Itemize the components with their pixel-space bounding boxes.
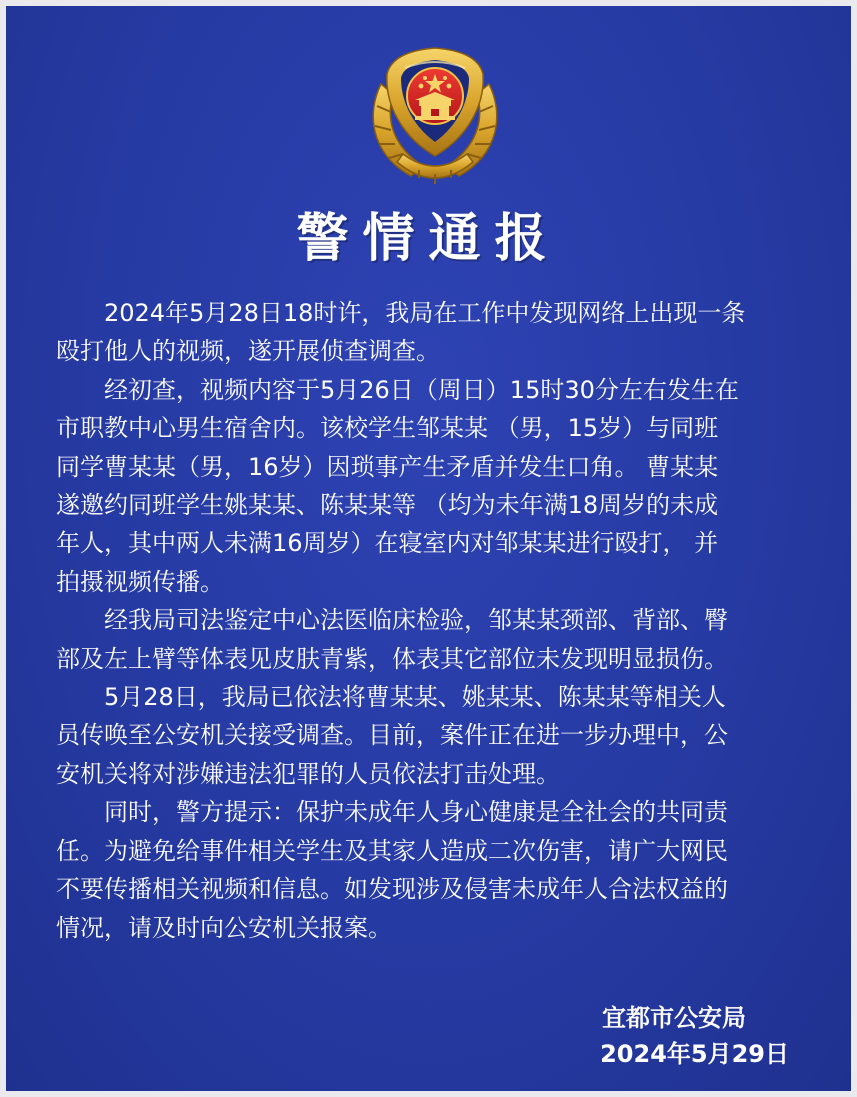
paragraph-line: 任。为避免给事件相关学生及其家人造成二次伤害，请广大网民 [56, 836, 728, 865]
paragraph-line: 市职教中心男生宿舍内。该校学生邹某某 （男，15岁）与同班 [56, 414, 719, 443]
paragraph-line: 殴打他人的视频，遂开展侦查调查。 [56, 337, 440, 366]
paragraph-line: 经我局司法鉴定中心法医临床检验，邹某某颈部、背部、臀 [104, 606, 728, 635]
notice-body [56, 294, 826, 947]
paragraph-line: 员传唤至公安机关接受调查。目前，案件正在进一步办理中，公 [56, 721, 728, 750]
paragraph-5 [56, 793, 826, 947]
paragraph-line: 2024年5月28日18时许，我局在工作中发现网络上出现一条 [104, 299, 746, 327]
paragraph-1 [56, 294, 826, 371]
paragraph-4 [56, 678, 826, 793]
paragraph-line: 同学曹某某（男，16岁）因琐事产生矛盾并发生口角。 曹某某 [56, 452, 719, 481]
issue-date: 2024年5月29日 [600, 1040, 789, 1068]
signature-block [529, 1000, 789, 1072]
paragraph-line: 同时，警方提示：保护未成年人身心健康是全社会的共同责 [104, 798, 728, 827]
page-title: 警情通报 [296, 208, 561, 269]
paragraph-line: 拍摄视频传播。 [56, 567, 224, 596]
paragraph-line: 不要传播相关视频和信息。如发现涉及侵害未成年人合法权益的 [56, 875, 728, 904]
paragraph-3 [56, 601, 826, 678]
paragraph-line: 5月28日，我局已依法将曹某某、姚某某、陈某某等相关人 [104, 683, 726, 712]
paragraph-line: 遂邀约同班学生姚某某、陈某某等 （均为未年满18周岁的未成 [56, 491, 719, 520]
paragraph-line: 年人，其中两人未满16周岁）在寝室内对邹某某进行殴打， 并 [56, 529, 719, 558]
paragraph-line: 部及左上臂等体表见皮肤青紫，体表其它部位未发现明显损伤。 [56, 644, 728, 673]
paragraph-line: 经初查，视频内容于5月26日（周日）15时30分左右发生在 [104, 375, 739, 404]
paragraph-2 [56, 371, 826, 601]
police-emblem-icon [361, 44, 509, 194]
issuing-organization: 宜都市公安局 [602, 1004, 746, 1032]
paragraph-line: 安机关将对涉嫌违法犯罪的人员依法打击处理。 [56, 759, 560, 788]
paragraph-line: 情况，请及时向公安机关报案。 [56, 913, 392, 942]
